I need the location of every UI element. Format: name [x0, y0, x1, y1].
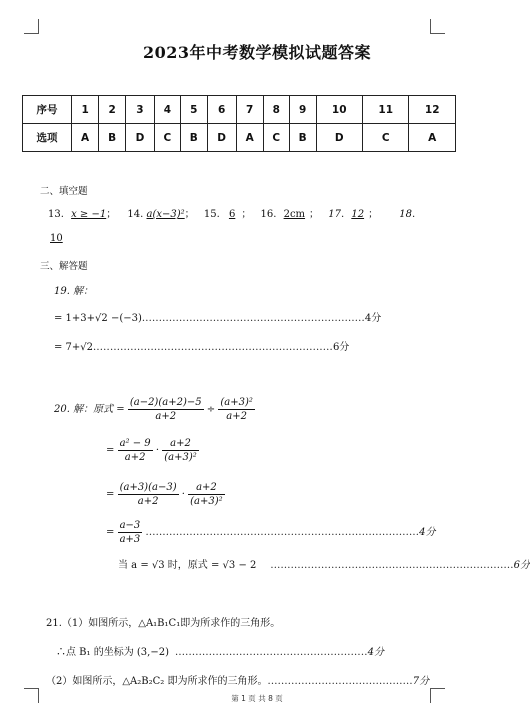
fraction [218, 396, 255, 423]
table-cell: C [362, 124, 408, 152]
q14-number: 14. [127, 209, 144, 220]
fraction [118, 437, 153, 464]
q18-number: 18. [399, 209, 416, 220]
leader-dots: ......................................................... [174, 647, 368, 658]
fill-in-answers-row [48, 205, 415, 220]
denominator: (a+3)² [164, 452, 197, 463]
table-cell: A [409, 124, 456, 152]
numerator: a−3 [119, 520, 141, 531]
separator: ； [184, 209, 195, 220]
table-cell: D [126, 124, 155, 152]
table-cell: 1 [72, 96, 99, 124]
denominator: a+2 [137, 496, 159, 507]
q17-answer: 12 [351, 209, 365, 220]
separator: ； [106, 209, 117, 220]
q18-answer: 10 [50, 233, 63, 244]
q20-step1: = $\frac{\text{a² − 9}}{a+2}$ · $\frac{a+2}{\text{(a+3)²}}$ [106, 438, 197, 463]
table-row-label: 选项 [23, 124, 72, 152]
fraction [118, 481, 179, 508]
q15-answer: 6 [228, 209, 236, 220]
numerator: a+2 [162, 437, 199, 451]
q17-number: 17. [328, 209, 345, 220]
q20-evaluation [118, 556, 530, 571]
q20-score1: 4分 [419, 527, 436, 538]
q13-number: 13. [48, 209, 64, 220]
numerator: (a+3)² [220, 397, 253, 408]
table-row-answers [23, 124, 456, 152]
table-cell: C [263, 124, 289, 152]
table-cell: 7 [236, 96, 263, 124]
table-cell: D [316, 124, 362, 152]
separator: ； [368, 209, 379, 220]
table-cell: A [72, 124, 99, 152]
fraction [128, 396, 204, 423]
q21-part2-text: （2）如图所示，△A₂B₂C₂ 即为所求作的三角形。 [46, 676, 268, 687]
crop-mark-top-left [24, 19, 39, 34]
table-cell: 8 [263, 96, 289, 124]
section-heading-fill-in: 二、填空题 [40, 186, 88, 197]
table-cell: D [207, 124, 236, 152]
q21-score1: 4分 [367, 647, 384, 658]
table-cell: 10 [316, 96, 362, 124]
q19-score2: 6分 [332, 342, 350, 353]
q20-label: 20. 解：原式 = [54, 404, 125, 415]
q19-label: 19. 解： [54, 286, 94, 297]
answer-table [22, 95, 456, 152]
q19-step2-expression: = 7+√2 [54, 342, 94, 353]
q19-step2 [54, 338, 349, 353]
leader-dots: ................................................................................. [145, 527, 420, 538]
page-title: 2023年中考数学模拟试题答案 [142, 43, 372, 62]
q14-answer: a(x−3)² [146, 209, 185, 220]
table-cell: B [99, 124, 126, 152]
fraction [118, 519, 143, 546]
denominator: a+2 [155, 411, 177, 422]
table-cell: 11 [362, 96, 408, 124]
table-cell: B [180, 124, 207, 152]
table-cell: 5 [180, 96, 207, 124]
q19-step1-expression: = 1+3+√2 −(−3) [54, 313, 142, 324]
fraction [188, 481, 225, 508]
table-cell: 12 [409, 96, 456, 124]
leader-dots: ........................................................................ [270, 560, 514, 571]
denominator: a+2 [124, 452, 146, 463]
q20-step2: = $\frac{(a+3)(a-3)}{a+2}$ · $\frac{a+2}{\text{(a+3)²}}$ [106, 482, 223, 507]
q16-answer: 2cm [283, 209, 306, 220]
table-cell: C [154, 124, 180, 152]
q20-step3: = $\frac{a-3}{a+3}$ .................................................................................4分 [106, 520, 436, 545]
q21-part2 [46, 672, 429, 687]
q15-number: 15. [203, 209, 220, 220]
q19-score1: 4分 [364, 313, 382, 324]
leader-dots: ........................................... [267, 676, 413, 687]
leader-dots: .................................................................. [141, 313, 365, 324]
denominator: a+3 [119, 534, 141, 545]
q16-number: 16. [260, 209, 277, 220]
q21-coordinate [56, 643, 384, 658]
q20-score2: 6分 [513, 560, 530, 571]
table-cell: A [236, 124, 263, 152]
q21-score2: 7分 [412, 676, 430, 687]
page-footer: 第 1 页 共 8 页 [231, 694, 283, 703]
divide-sign: ÷ [206, 404, 216, 415]
denominator: (a+3)² [190, 496, 223, 507]
numerator: a² − 9 [119, 438, 151, 449]
numerator: a+2 [188, 481, 225, 495]
table-cell: 6 [207, 96, 236, 124]
table-cell: 9 [289, 96, 316, 124]
table-cell: 4 [154, 96, 180, 124]
table-cell: 2 [99, 96, 126, 124]
q19-step1 [54, 309, 381, 324]
denominator: a+2 [226, 411, 247, 422]
fraction [162, 437, 199, 464]
numerator: (a−2)(a+2)−5 [129, 397, 202, 408]
separator: ； [309, 209, 320, 220]
q21-part1: 21.（1）如图所示，△A₁B₁C₁即为所求作的三角形。 [46, 618, 281, 629]
leader-dots: ....................................................................... [93, 342, 333, 353]
q21-coordinate-text: ∴点 B₁ 的坐标为 (3,−2) [56, 647, 169, 658]
table-cell: 3 [126, 96, 155, 124]
q20-original-expression [54, 396, 255, 423]
table-cell: B [289, 124, 316, 152]
table-header-label: 序号 [23, 96, 72, 124]
table-row-numbers [23, 96, 456, 124]
crop-mark-top-right [430, 19, 445, 34]
q20-evaluation-text: 当 a = √3 时，原式 = √3 − 2 [118, 560, 257, 571]
numerator: (a+3)(a−3) [119, 482, 177, 493]
section-heading-solutions: 三、解答题 [40, 261, 88, 272]
q13-answer: x ≥ −1 [71, 209, 107, 220]
separator: ； [241, 209, 252, 220]
